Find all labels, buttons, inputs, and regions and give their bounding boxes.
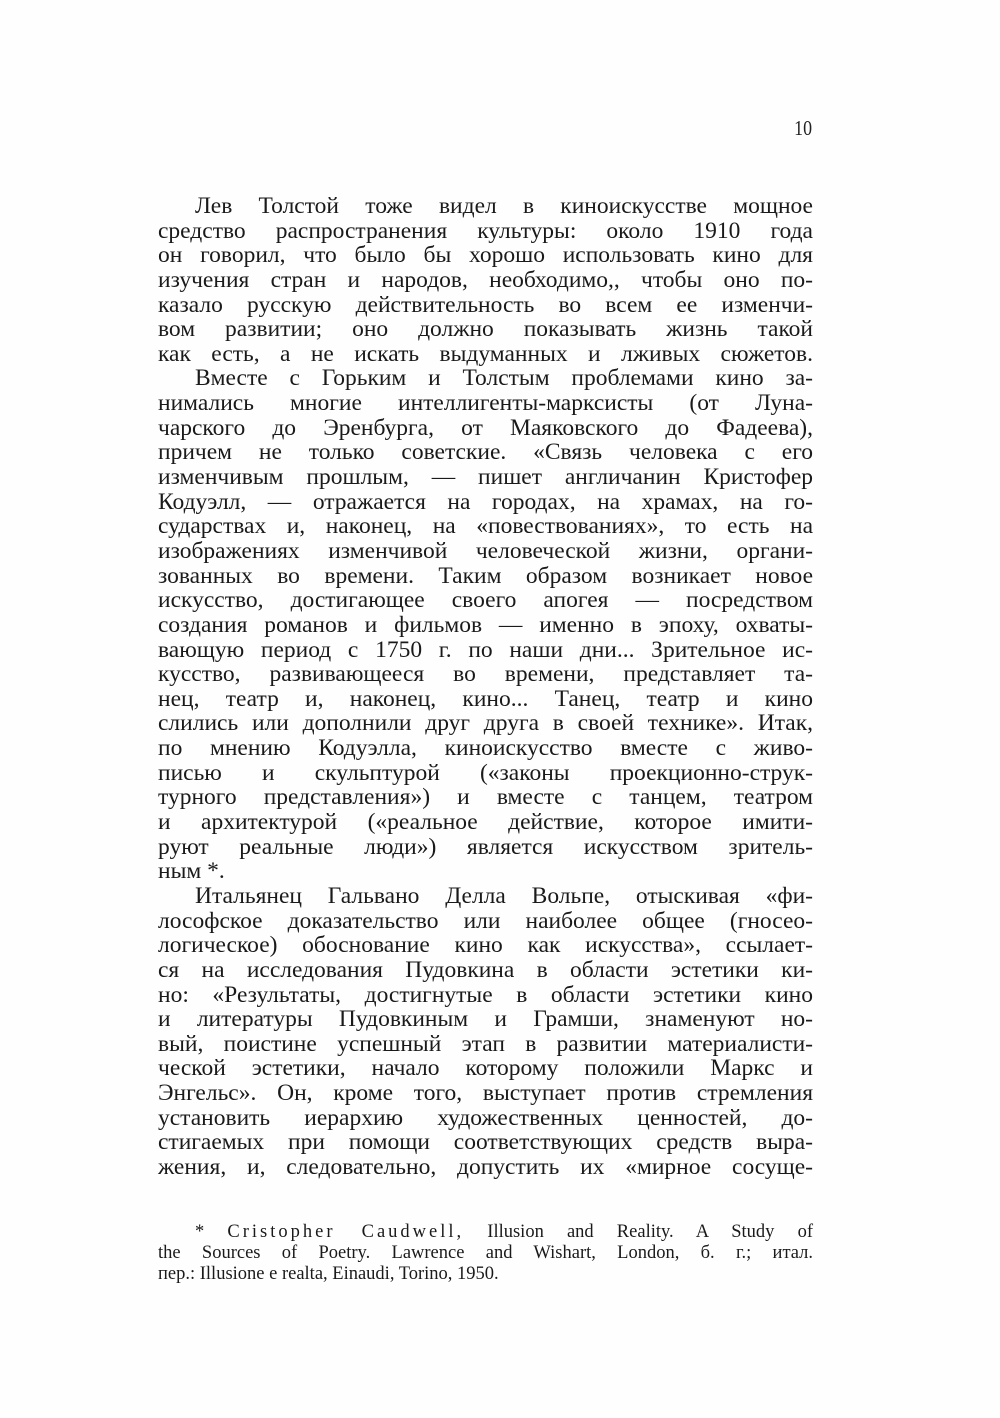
footnote-author: Cristopher Caudwell, [227,1222,465,1242]
text-line: Энгельс». Он, кроме того, выступает против стремления [158,1080,813,1107]
text-line: и литературы Пудовкиным и Грамши, знаменуют но- [158,1006,813,1033]
text-line: стигаемых при помощи соответствующих средств выра- [158,1129,813,1156]
text-line: причем не только советские. «Связь человека с его [158,439,813,466]
text-line: искусство, достигающее своего апогея — посредством [158,587,813,614]
paragraph-2 [158,366,813,883]
text-line: Лев Толстой тоже видел в киноискусстве мощное [195,193,813,219]
text-line: кусство, развивающееся во времени, представляет та- [158,661,813,688]
footnote-reference-line: ным *. [158,858,225,885]
text-line: как есть, а не искать выдуманных и лживых сюжетов. [158,340,813,367]
text-line: но: «Результаты, достигнутые в области эстетики кино [158,981,813,1008]
footnote-marker: * [195,1222,205,1242]
footnote-line [158,1222,813,1243]
text-line: лософское доказательство или наиболее общее (гносео- [158,907,813,934]
text-line: установить иерархию художественных ценностей, до- [158,1104,813,1131]
text-line: ся на исследования Пудовкина в области эстетики ки- [158,956,813,983]
text-line: вом развитии; оно должно показывать жизнь такой [158,316,813,343]
text-line: нец, театр и, наконец, кино... Танец, театр и кино [158,685,813,712]
paragraph-1 [158,194,813,366]
text-line: ческой эстетики, начало которому положили Маркс и [158,1055,813,1082]
text-line: казало русскую действительность во всем ее изменчи- [158,291,813,318]
text-line: по мнению Кодуэлла, киноискусство вместе с живо- [158,735,813,762]
text-line: Кодуэлл, — отражается на городах, на храмах, на го- [158,488,813,515]
page-number: 10 [794,116,812,140]
text-line: жения, и, следовательно, допустить их «мирное сосуще- [158,1153,813,1180]
paragraph-3 [158,884,813,1180]
text-line: писью и скульптурой («законы проекционно-струк- [158,759,813,786]
text-line: Итальянец Гальвано Делла Вольпе, отыскивая «фи- [195,882,813,909]
text-line: чарского до Эренбурга, от Маяковского до Фадеева), [158,414,813,441]
text-line: слились или дополнили друг друга в своей технике». Итак, [158,710,813,737]
footnote-line: the Sources of Poetry. Lawrence and Wishart, London, б. г.; итал. [158,1243,813,1263]
text-line: руют реальные люди») является искусством зритель- [158,833,813,860]
text-line: он говорил, что было бы хорошо использовать кино для [158,242,813,269]
text-line: вающую период с 1750 г. по наши дни... Зрительное ис- [158,636,813,663]
footnote-line: пер.: Illusione e realta, Einaudi, Torino, 1950. [158,1264,499,1284]
body-text [158,194,813,1180]
text-line: зованных во времени. Таким образом возникает новое [158,562,813,589]
text-line: нимались многие интеллигенты-марксисты (от Луна- [158,390,813,417]
text-line: создания романов и фильмов — именно в эпоху, охваты- [158,611,813,638]
text-line: и архитектурой («реальное действие, которое имити- [158,809,813,836]
text-line: турного представления») и вместе с танцем, театром [158,784,813,811]
text-line: сударствах и, наконец, на «повествованиях», то есть на [158,513,813,540]
text-line: изучения стран и народов, необходимо,, чтобы оно по- [158,266,813,293]
text-line: изменчивым прошлым, — пишет англичанин Кристофер [158,464,813,491]
text-line: вый, поистине успешный этап в развитии материалисти- [158,1030,813,1057]
footnote-title: Illusion and Reality. A Study of [487,1222,813,1242]
text-line: логическое) обоснование кино как искусства», ссылает- [158,932,813,959]
text-line: Вместе с Горьким и Толстым проблемами кино за- [195,365,813,392]
text-line: изображениях изменчивой человеческой жизни, органи- [158,537,813,564]
text-line: средство распространения культуры: около 1910 года [158,217,813,244]
footnote [158,1222,813,1285]
